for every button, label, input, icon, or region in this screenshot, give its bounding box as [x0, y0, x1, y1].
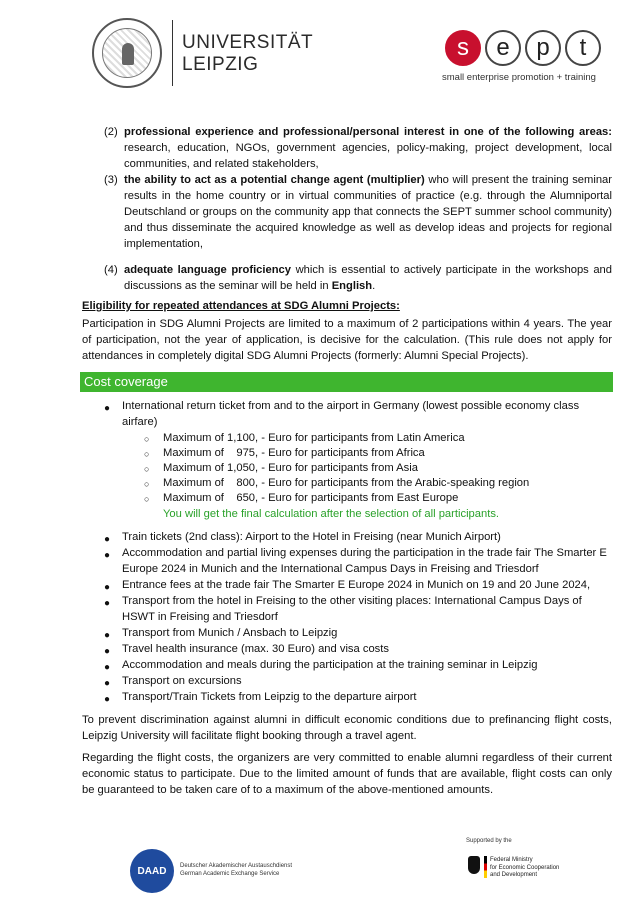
criteria-number: (2): [104, 126, 118, 138]
bullet-icon: ●: [104, 646, 111, 657]
criteria-text: .: [372, 280, 376, 292]
daad-name-en: German Academic Exchange Service: [180, 871, 280, 877]
supported-by-label: Supported by the: [466, 838, 512, 844]
prefinancing-paragraph: To prevent discrimination against alumni in difficult economic conditions due to prefinancing flight costs, Leipzig University will facilitate flight booking through a travel agent.: [82, 714, 612, 742]
circle-bullet-icon: ○: [144, 494, 150, 504]
sept-letter: s: [445, 30, 481, 66]
criteria-text: who will present the training seminar results in the home country or in virtual communities of practice (e.g. through the Alumniportal Deutschland or groups on the community app that connects the SEPT summer school community) and thus disseminate the acquired knowledge as well as develop ideas and projects for regional implementation,: [124, 174, 612, 250]
criteria-text: which is essential to actively participate in the workshops and discussions as the seminar will be held in: [124, 264, 612, 292]
list-item: Travel health insurance (max. 30 Euro) and visa costs: [122, 643, 389, 655]
bullet-icon: ●: [104, 678, 111, 689]
sept-tagline: small enterprise promotion + training: [442, 72, 596, 83]
bullet-icon: ●: [104, 598, 111, 609]
bullet-icon: ●: [104, 582, 111, 593]
final-calculation-note: You will get the final calculation after the selection of all participants.: [163, 508, 500, 520]
daad-name-de: Deutscher Akademischer Austauschdienst: [180, 863, 293, 869]
criteria-bold: adequate language proficiency: [124, 264, 292, 276]
list-item: Train tickets (2nd class): Airport to the Hotel in Freising (near Munich Airport): [122, 531, 501, 543]
list-item: Transport/Train Tickets from Leipzig to the departure airport: [122, 691, 417, 703]
list-item: International return ticket from and to the airport in Germany (lowest possible economy class airfare): [122, 400, 580, 428]
sept-letter: e: [485, 30, 521, 66]
bullet-icon: ●: [104, 662, 111, 673]
circle-bullet-icon: ○: [144, 479, 150, 489]
criteria-item: [124, 124, 612, 172]
bullet-icon: ●: [104, 630, 111, 641]
criteria-number: (3): [104, 174, 118, 186]
list-item: Transport from Munich / Ansbach to Leipzig: [122, 627, 338, 639]
sub-list-item: Maximum of 800, - Euro for participants from the Arabic-speaking region: [163, 477, 530, 489]
bmz-line: for Economic Cooperation: [490, 864, 560, 871]
eligibility-text: Participation in SDG Alumni Projects are limited to a maximum of 2 participations within 4 years. The year of participation, not the year of application, is decisive for the calculation. (This rule does not apply for attendances in completely digital SDG Alumni Projects (formerly: Alumni Special Projects).: [82, 318, 612, 362]
criteria-item: [124, 262, 612, 294]
daad-logo: DAAD: [130, 849, 174, 893]
bullet-icon: ●: [104, 694, 111, 705]
sept-letter: p: [525, 30, 561, 66]
bullet-icon: ●: [104, 534, 111, 545]
criteria-number: (4): [104, 264, 118, 276]
list-item: Transport on excursions: [122, 675, 242, 687]
bmz-logo-text: [490, 857, 559, 880]
circle-bullet-icon: ○: [144, 434, 150, 444]
bullet-icon: ●: [104, 550, 111, 561]
logo-divider: [172, 20, 173, 86]
eligibility-heading: Eligibility for repeated attendances at SDG Alumni Projects:: [82, 300, 400, 312]
flight-costs-paragraph: Regarding the flight costs, the organizers are very committed to enable alumni regardless of their current economic status to participate. Due to the limited amount of funds that are available, flight costs can only be guaranteed to be taken care of to a maximum of the above-mentioned amounts.: [82, 752, 612, 796]
university-name: UNIVERSITÄT LEIPZIG: [182, 32, 314, 75]
list-item: Accommodation and partial living expenses during the participation in the trade fair The Smarter E Europe 2024 in Munich and the International Campus Days in Freising and Triesdorf: [122, 547, 607, 575]
criteria-text: research, education, NGOs, government agencies, policy-making, project development, local communities, and related stakeholders,: [124, 142, 612, 170]
criteria-bold: professional experience and professional/personal interest in one of the following areas:: [124, 126, 612, 138]
sub-list-item: Maximum of 975, - Euro for participants from Africa: [163, 447, 425, 459]
list-item: Entrance fees at the trade fair The Smarter E Europe 2024 in Munich on 19 and 20 June 2024,: [122, 579, 591, 591]
list-item: Accommodation and meals during the participation at the training seminar in Leipzig: [122, 659, 538, 671]
sept-logo: [445, 30, 601, 68]
bullet-icon: ●: [104, 403, 111, 414]
federal-eagle-icon: [468, 856, 480, 874]
sept-letter: t: [565, 30, 601, 66]
sub-list-item: Maximum of 1,100, - Euro for participants from Latin America: [163, 432, 465, 444]
section-heading: Cost coverage: [84, 374, 168, 389]
cost-coverage-bar: [80, 372, 613, 392]
list-item: Transport from the hotel in Freising to the other visiting places: International Campus Days of HSWT in Freising and Triesdorf: [122, 595, 582, 623]
university-seal-logo: [92, 18, 162, 88]
daad-name: [180, 862, 292, 878]
sub-list-item: Maximum of 650, - Euro for participants from East Europe: [163, 492, 459, 504]
bmz-line: Federal Ministry: [490, 857, 533, 863]
circle-bullet-icon: ○: [144, 449, 150, 459]
criteria-item: [124, 172, 612, 252]
sub-list-item: Maximum of 1,050, - Euro for participants from Asia: [163, 462, 418, 474]
criteria-bold: English: [331, 280, 373, 292]
criteria-bold: the ability to act as a potential change agent (multiplier): [124, 174, 425, 186]
german-flag-icon: [484, 856, 487, 878]
circle-bullet-icon: ○: [144, 464, 150, 474]
bmz-line: and Development: [490, 872, 538, 878]
